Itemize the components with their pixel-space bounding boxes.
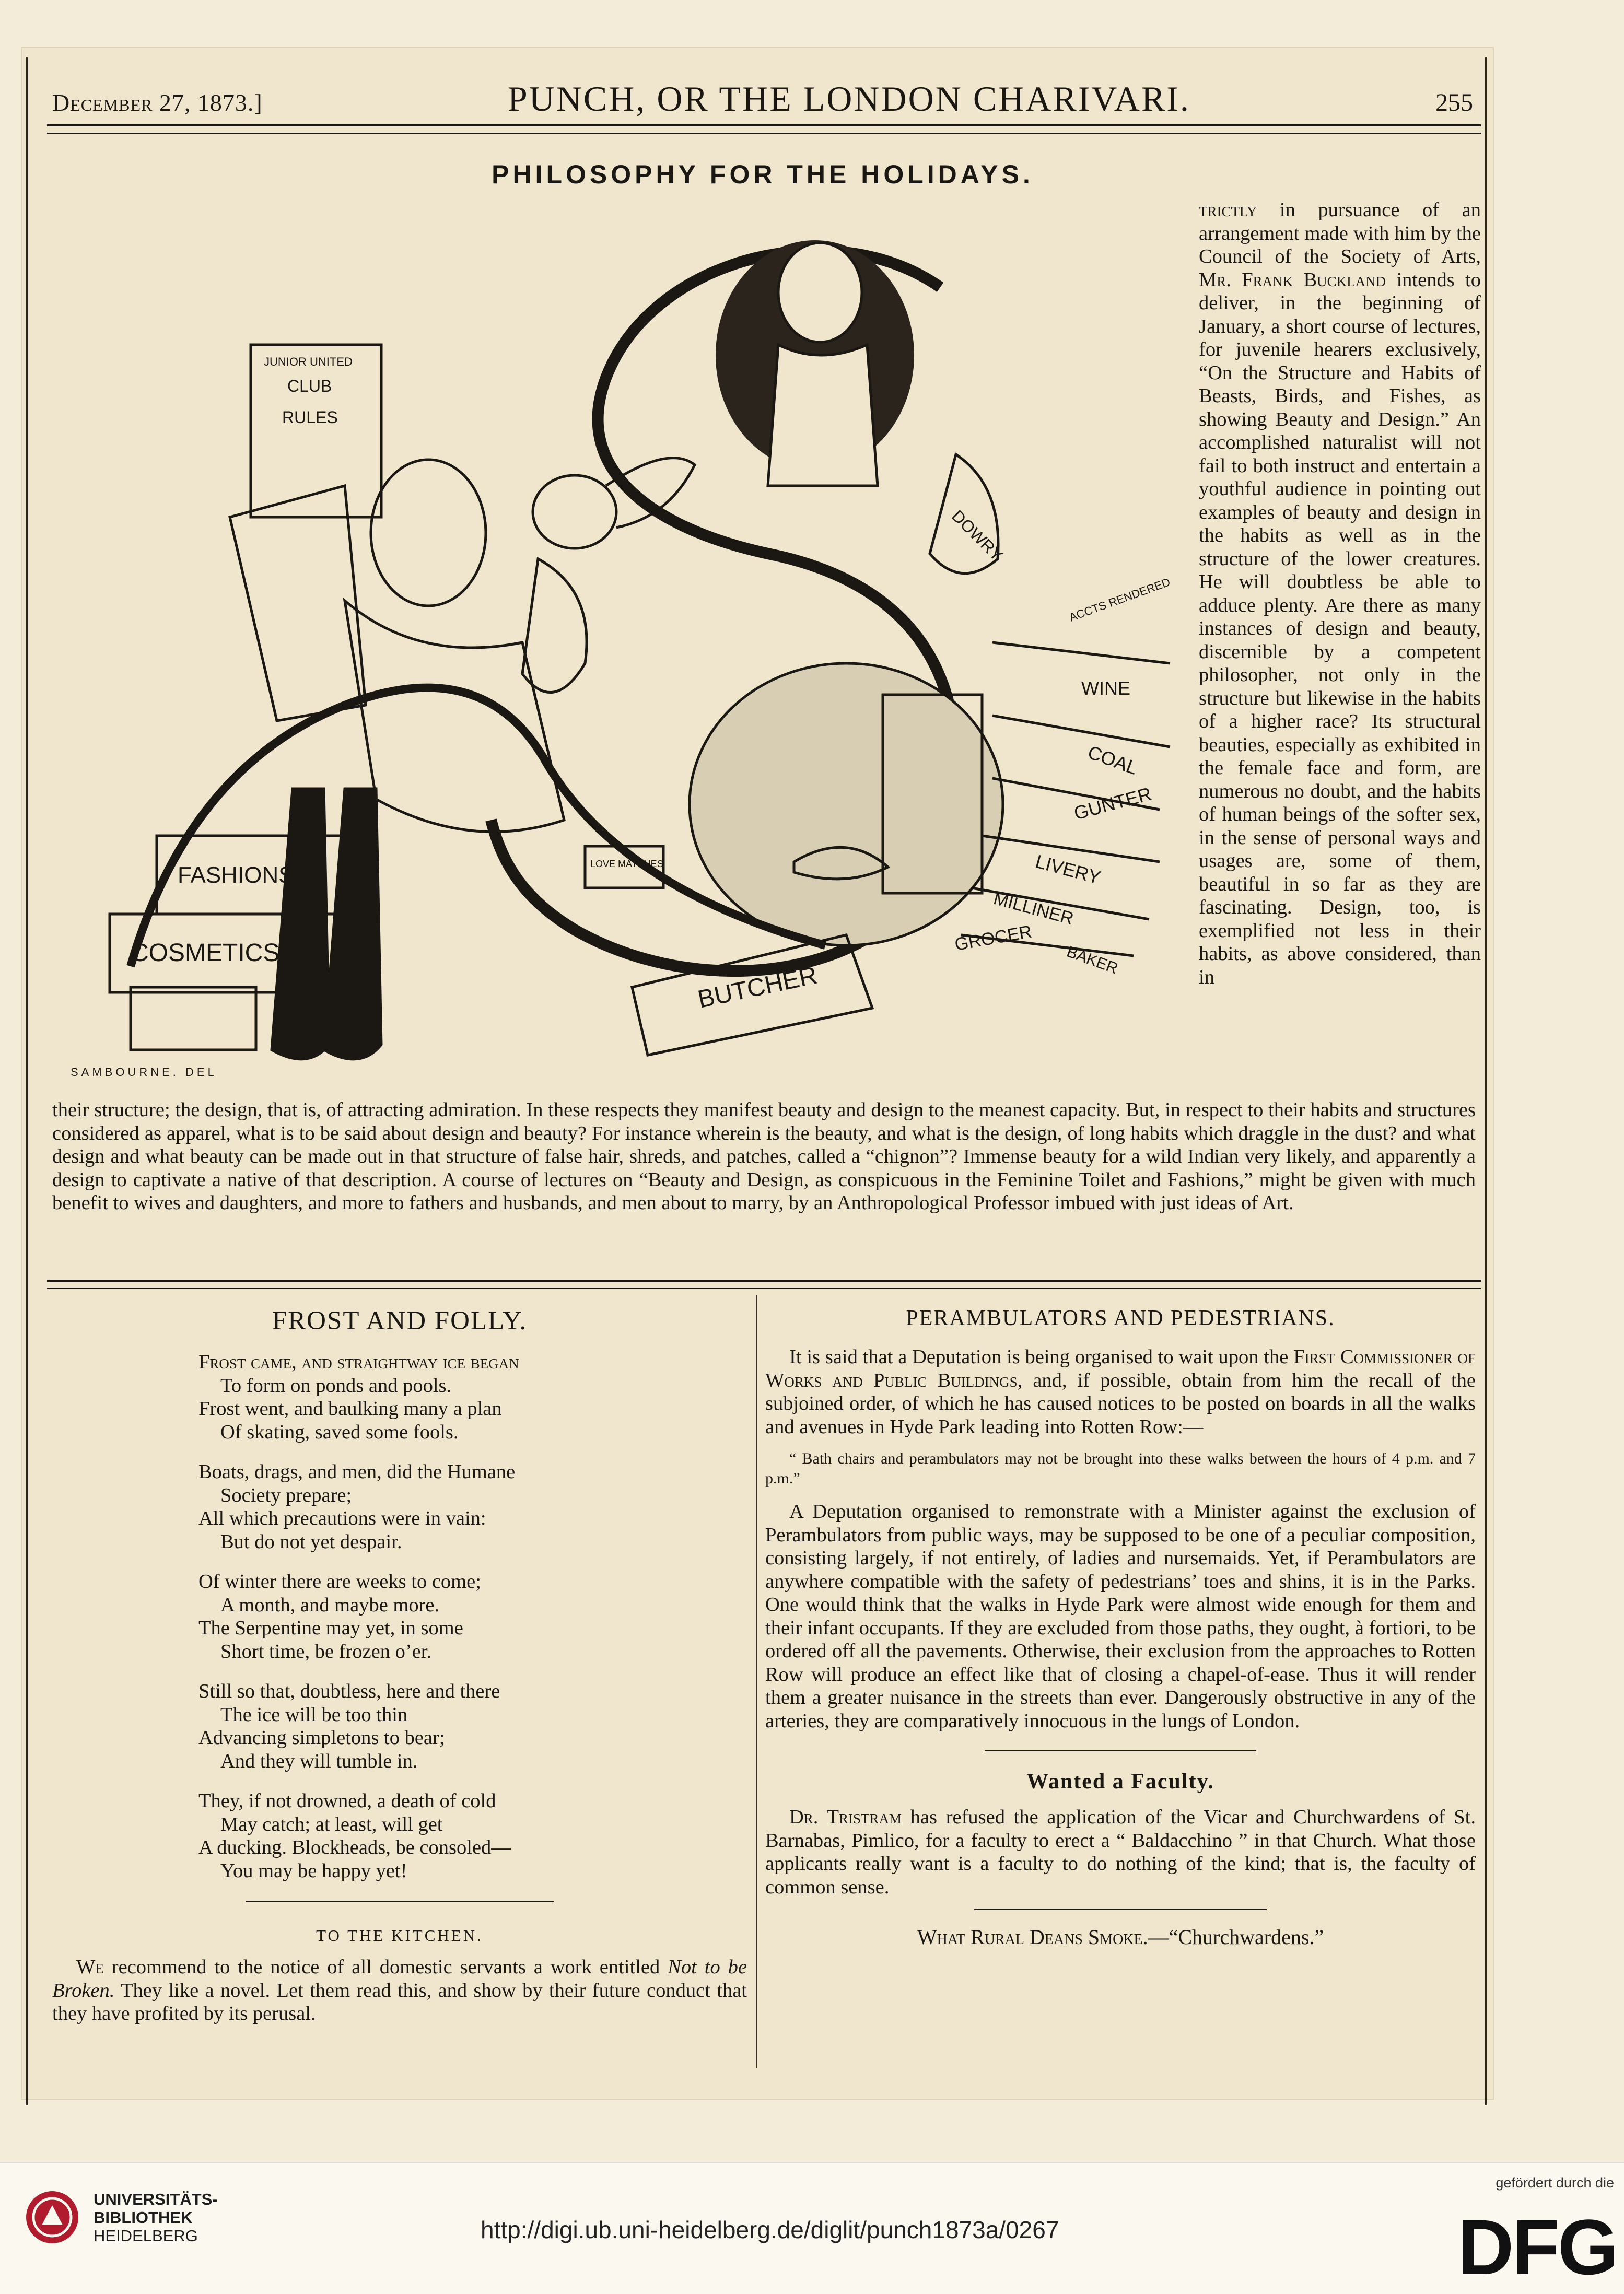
notice-quote: “ Bath chairs and perambulators may not be brought into these walks between the hours of 4 p.m. and 7 p.m.”	[765, 1450, 1476, 1487]
library-name	[94, 2190, 218, 2245]
stanza	[198, 1351, 747, 1444]
kitchen-text-after: They like a novel. Let them read this, and show by their future conduct that they have profited by its perusal.	[52, 1979, 747, 2024]
stanza	[198, 1460, 747, 1553]
cupid-head	[533, 475, 616, 548]
divider-rule	[985, 1750, 1256, 1753]
p1-office: First Commissioner of Works and Public Buildings,	[765, 1346, 1476, 1391]
masthead: PUNCH, OR THE LONDON CHARIVARI.	[507, 79, 1190, 119]
p1-start: It is said that a Deputation is being organised to wait upon the	[789, 1346, 1289, 1368]
section-rule	[47, 1280, 1481, 1289]
lower-loop-scene	[690, 663, 1003, 945]
frost-poem	[198, 1351, 747, 1882]
club-label-3: RULES	[282, 408, 338, 427]
dfg-logo: DFG	[1457, 2203, 1617, 2291]
closing-quip	[765, 1925, 1476, 1949]
gunter-label: GUNTER	[1071, 782, 1154, 824]
intro-text: in pursuance of an arrangement made with him by the Council of the Society of Arts,	[1199, 199, 1481, 267]
intro-column	[1199, 198, 1481, 989]
intro-rest: intends to deliver, in the beginning of January, a short course of lectures, for juvenile hearers exclusively, “On the Structure and Habits of Beasts, Birds, and Fishes, as showing Beauty and Design.” An accomplished naturalist will not fail to both instruct and entertain a youthful audience in pointing out examples of beauty and design in the habits as well as in the structure of the lower creatures. He will doubtless be able to adduce plenty. Are there as many instances of design and beauty, discernible by a competent philosopher, not only in the structure but likewise in the habits of a higher race? Its structural beauties, especially as exhibited in the female face and form, are numerous no doubt, and the habits of human beings of the softer sex, in the sense of personal ways and usages are, some of them, beautiful in so far as they are fascinating. Design, too, is exemplified not less in their habits, as above considered, than in	[1199, 268, 1481, 988]
cupid-body	[522, 559, 587, 693]
library-line-1: UNIVERSITÄTS-	[94, 2190, 218, 2208]
library-line-2: BIBLIOTHEK	[94, 2208, 193, 2227]
funding-credit: gefördert durch die	[1496, 2175, 1614, 2191]
baker-label: BAKER	[1064, 943, 1120, 978]
poem-line: But do not yet despair.	[220, 1530, 402, 1553]
artist-signature: SAMBOURNE. DEL	[71, 1066, 217, 1079]
poem-line: And they will tumble in.	[220, 1750, 418, 1772]
right-column	[765, 1306, 1476, 1949]
poem-line: All which precautions were in vain:	[198, 1507, 486, 1529]
club-label-1: JUNIOR UNITED	[264, 355, 353, 368]
faculty-name: Dr. Tristram	[789, 1806, 902, 1828]
accts-label: ACCTS RENDERED	[1067, 575, 1172, 624]
poem-line: May catch; at least, will get	[220, 1813, 443, 1835]
article-continuation: their structure; the design, that is, of attracting admiration. In these respects they manifest beauty and design to the meanest capacity. But, in respect to their habits and structures considered as apparel, what is to be said about design and beauty? For instance wherein is the beauty, and what is the design, of long habits which draggle in the dust? and what design and what beauty can be made out in that structure of false hair, shreds, and patches, called a “chignon”? Immense beauty for a wild Indian very likely, and apparently a design to captivate a native of that description. A course of lectures on “Beauty and Design, as conspicuous in the Feminine Toilet and Fashions,” might be given with much benefit to wives and daughters, and more to fathers and husbands, and men about to marry, by an Anthropological Professor imbued with just ideas of Art.	[52, 1099, 1476, 1214]
livery-label: LIVERY	[1033, 850, 1103, 888]
gentleman-body	[345, 601, 564, 832]
book-title: Not to be Broken.	[52, 1956, 747, 2002]
poem-line: Frost came, and straightway ice began	[198, 1351, 519, 1373]
frost-title: FROST AND FOLLY.	[272, 1306, 528, 1336]
love-matches-label: LOVE MATCHES	[590, 859, 663, 869]
stanza	[198, 1570, 747, 1663]
poem-line: Of winter there are weeks to come;	[198, 1571, 481, 1593]
issue-date: December 27, 1873.]	[52, 89, 263, 116]
poem-line: The Serpentine may yet, in some	[198, 1617, 463, 1639]
faculty-paragraph	[765, 1806, 1476, 1899]
closing-lead: What Rural Deans Smoke.	[917, 1925, 1148, 1949]
left-column	[52, 1306, 747, 2036]
library-seal-icon	[24, 2188, 81, 2246]
poem-line: Boats, drags, and men, did the Humane	[198, 1461, 516, 1483]
poem-line: Still so that, doubtless, here and there	[198, 1680, 500, 1702]
column-divider	[756, 1295, 757, 2068]
milliner-label: MILLINER	[991, 888, 1076, 929]
coal-label: COAL	[1085, 741, 1141, 779]
woman-dress	[768, 345, 878, 486]
kitchen-text: recommend to the notice of all domestic servants a work entitled	[111, 1956, 660, 1978]
running-head	[52, 78, 1473, 120]
article-title: PHILOSOPHY FOR THE HOLIDAYS.	[492, 160, 1034, 189]
poem-line: You may be happy yet!	[220, 1859, 407, 1882]
p1-end: and, if possible, obtain from him the recall of the subjoined order, of which he has caused notices to be posted on boards in all the walks and avenues in Hyde Park leading into Rotten Row:—	[765, 1369, 1476, 1438]
gentleman-head	[371, 460, 486, 606]
poem-line: A month, and maybe more.	[220, 1594, 440, 1616]
kitchen-paragraph	[52, 1956, 747, 2026]
cartoon-illustration	[52, 193, 1191, 1081]
digitization-footer	[0, 2162, 1624, 2294]
permalink[interactable]: http://digi.ub.uni-heidelberg.de/diglit/punch1873a/0267	[481, 2216, 1059, 2243]
perambulators-paragraph-1	[765, 1345, 1476, 1438]
dowry-label: DOWRY	[948, 506, 1007, 565]
woman-face	[778, 243, 862, 342]
cupid-wing	[606, 458, 695, 528]
butcher-label: BUTCHER	[695, 961, 820, 1014]
club-label-2: CLUB	[287, 377, 332, 395]
kitchen-lead: We	[76, 1956, 104, 1978]
library-logo	[24, 2188, 218, 2246]
poem-line: Of skating, saved some fools.	[220, 1421, 459, 1443]
faculty-title: Wanted a Faculty.	[1026, 1770, 1214, 1794]
poem-line: Society prepare;	[220, 1484, 352, 1506]
poem-line: Advancing simpletons to bear;	[198, 1727, 445, 1749]
boot-right	[324, 789, 381, 1059]
cosmetics-label: COSMETICS	[131, 939, 280, 967]
kitchen-title: TO THE KITCHEN.	[316, 1926, 483, 1945]
poem-line: Short time, be frozen o’er.	[220, 1640, 432, 1663]
faculty-text: has refused the application of the Vicar and Churchwardens of St. Barnabas, Pimlico, for a faculty to erect a “ Baldacchino ” in that Church. What those applicants really want is a faculty to do nothing of the kind; that is, the faculty of common sense.	[765, 1806, 1476, 1898]
cartoon-svg	[52, 193, 1191, 1081]
header-rule	[47, 124, 1481, 134]
poem-line: They, if not drowned, a death of cold	[198, 1790, 496, 1812]
divider-rule	[246, 1901, 554, 1904]
intro-dropword: trictly	[1199, 199, 1257, 221]
club-sign-board	[251, 345, 381, 517]
wine-label: WINE	[1081, 677, 1130, 699]
calculator-box	[131, 987, 256, 1050]
divider-rule	[974, 1909, 1267, 1910]
perambulators-title: PERAMBULATORS AND PEDESTRIANS.	[906, 1306, 1335, 1330]
perambulators-paragraph-2: A Deputation organised to remonstrate with a Minister against the exclusion of Perambulators from public ways, may be supposed to be one of a peculiar composition, consisting largely, if not entirely, of ladies and nursemaids. Yet, if Perambulators are anywhere compatible with the safety of pedestrians’ toes and shins, it is in the Parks. One would think that the walks in Hyde Park were almost wide enough for them and their infant occupants. If they are excluded from those paths, they ought, à fortiori, to be ordered off all the pavements. Otherwise, their exclusion from the approaches to Rotten Row will produce an effect like that of closing a chapel-of-ease. Thus it will render them a greater nuisance in the streets than ever. Dangerously obstructive in any of the arteries, they are comparatively innocuous in the lungs of London.	[765, 1501, 1476, 1732]
stanza	[198, 1789, 747, 1882]
stanza	[198, 1680, 747, 1773]
poem-line: The ice will be too thin	[220, 1703, 408, 1726]
intro-name: Mr. Frank Buckland	[1199, 268, 1386, 291]
fashions-label: FASHIONS	[178, 862, 294, 888]
page-number: 255	[1435, 89, 1473, 116]
poem-line: A ducking. Blockheads, be consoled—	[198, 1836, 511, 1858]
grocer-label: GROCER	[953, 921, 1034, 955]
poem-line: Frost went, and baulking many a plan	[198, 1398, 502, 1420]
library-line-3: HEIDELBERG	[94, 2226, 198, 2245]
closing-rest: —“Churchwardens.”	[1148, 1925, 1324, 1949]
boot-left	[272, 789, 329, 1059]
poem-line: To form on ponds and pools.	[220, 1374, 452, 1397]
